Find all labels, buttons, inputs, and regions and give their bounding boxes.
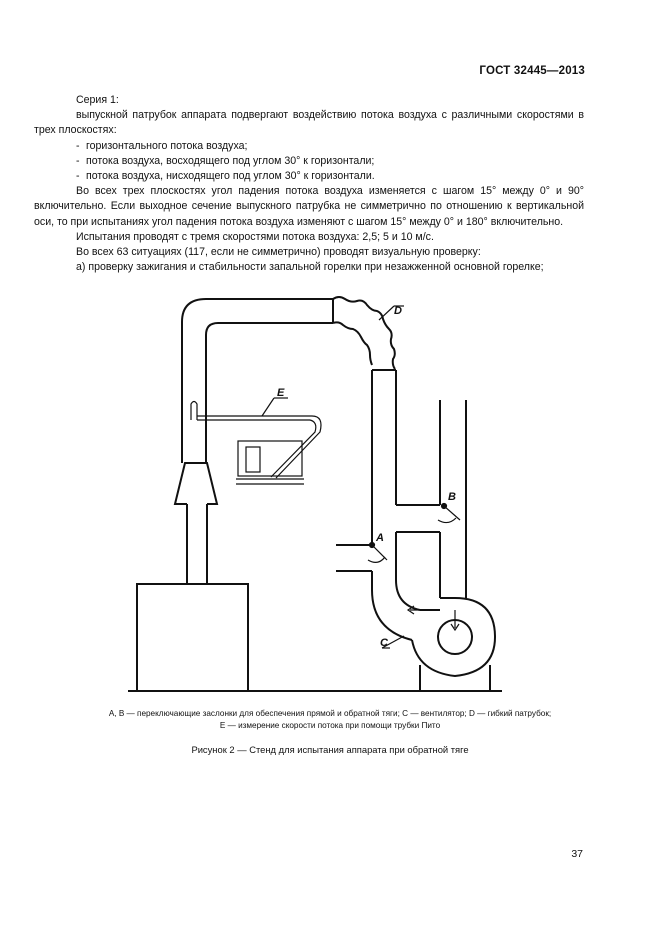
label-c: C [380,637,388,649]
fan-volute [412,598,495,676]
list-item: - горизонтального потока воздуха; [76,139,248,152]
figure-legend-line: E — измерение скорости потока при помощи трубки Пито [219,721,441,730]
paragraph-angles: Во всех трех плоскостях угол падения потока воздуха изменяется с шагом 15° между 0° и 90° включительно. Если выходное сечение выпускного патрубка не симметрично по отношению к вертикальной оси, то при испытаниях угол падения потока воздуха изменяют с шагом 15° между 0° и 180° включительно. [34,185,584,228]
figure-title: Рисунок 2 — Стенд для испытания аппарата при обратной тяге [191,744,469,755]
label-d: D [394,305,402,317]
flexible-duct-inner [333,322,372,365]
paragraph-checks: Во всех 63 ситуациях (117, если не симметрично) проводят визуальную проверку: [76,246,481,259]
figure-legend [76,708,584,732]
list-item-text: потока воздуха, нисходящего под углом 30° к горизонтали. [86,170,375,183]
body-text [34,93,584,275]
label-e: E [277,387,285,399]
label-a: A [376,532,384,544]
paragraph-item-a: а) проверку зажигания и стабильности запальной горелки при незажженной основной горелке; [76,261,544,274]
series-label: Серия 1: [76,94,119,106]
draught-diverter [175,463,217,504]
label-b: B [448,491,456,503]
list-item: - потока воздуха, восходящего под углом 30° к горизонтали; [76,154,375,167]
page-number: 37 [571,848,583,860]
figure-legend-line: A, B — переключающие заслонки для обеспечения прямой и обратной тяги; C — вентилятор; D — гибкий патрубок; [108,709,552,718]
appliance-box [137,584,248,691]
standard-header: ГОСТ 32445—2013 [479,65,585,77]
manometer [238,441,302,476]
list-item: - потока воздуха, нисходящего под углом 30° к горизонтали. [76,170,375,183]
list-item-text: потока воздуха, восходящего под углом 30° к горизонтали; [86,154,375,167]
fan-impeller [438,620,472,654]
list-item-text: горизонтального потока воздуха; [86,139,248,152]
paragraph-speeds: Испытания проводят с тремя скоростями потока воздуха: 2,5; 5 и 10 м/с. [76,230,434,243]
pitot-tube [191,402,197,421]
flexible-duct-outer [333,297,395,369]
paragraph-intro: выпускной патрубок аппарата подвергают воздействию потока воздуха с различными скоростями в трех плоскостях: [34,109,584,137]
